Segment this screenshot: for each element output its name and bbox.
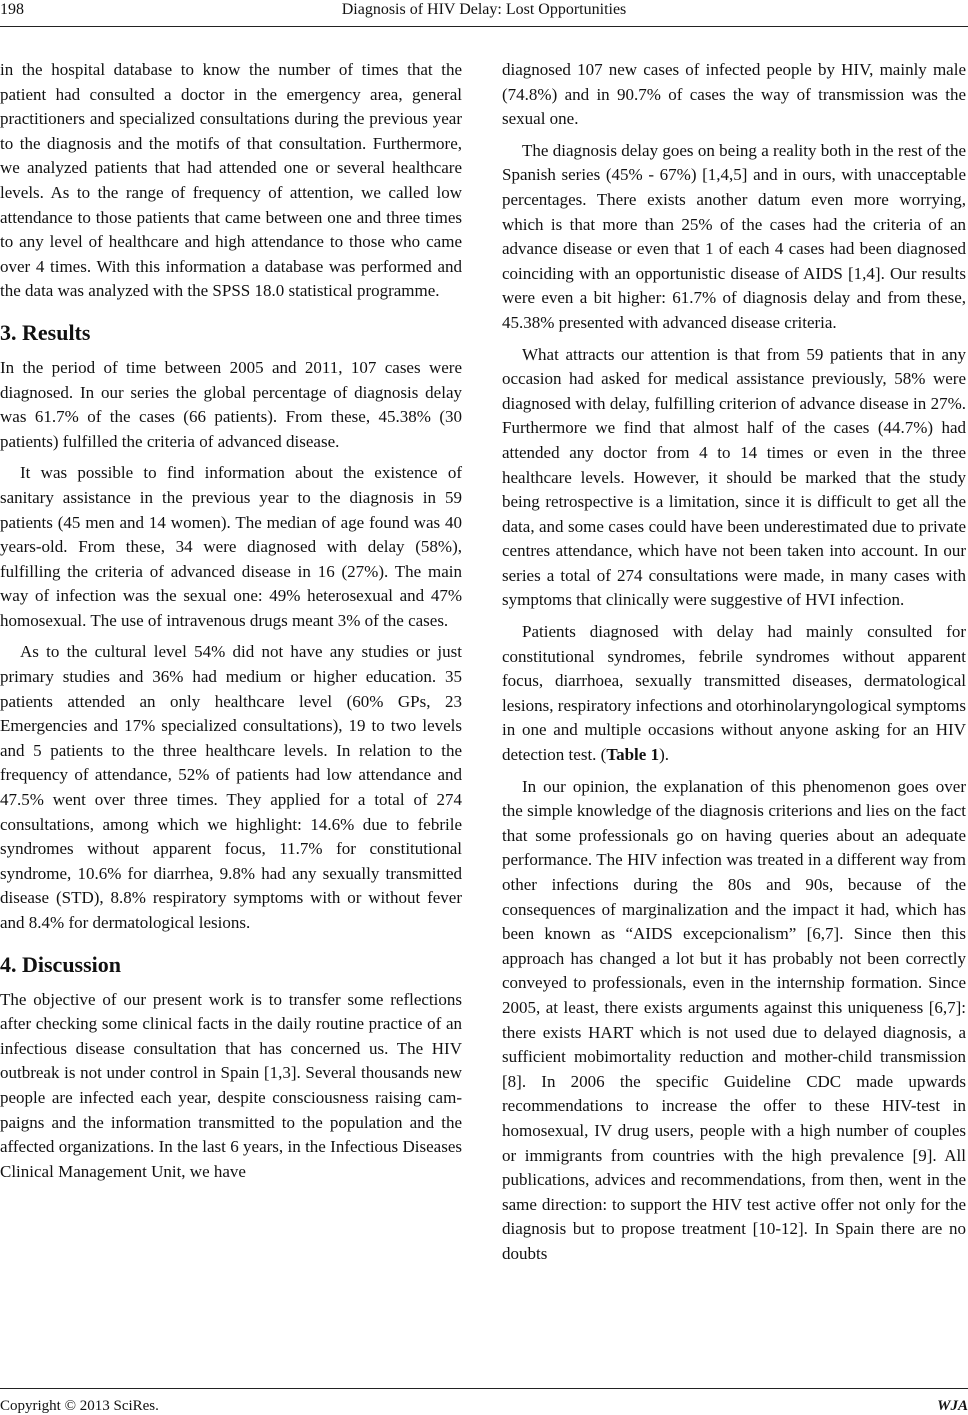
left-column — [0, 58, 462, 1191]
paragraph-text: Patients diagnosed with delay had mainly consulted for constitutional syndromes, febrile syndromes without apparent focus, diarrhoea, sexually transmitted diseases, dermatological lesions, respiratory infections and otorhinolaryngological symptoms in one and multiple occasions without anyone asking for an HIV detection test. ( — [502, 622, 966, 765]
paragraph-discussion-5 — [502, 620, 966, 768]
paragraph-text-end: ). — [659, 745, 670, 765]
section-heading-discussion: 4. Discussion — [0, 951, 122, 977]
paragraph-methods-continued: in the hospital database to know the number of times that the patient had consulted a doctor in the emergency area, general practitioners and specialized consultations during the previous year to the diagnosis and the motifs of that consultation. Furthermore, we analyzed patients that had attended one or several healthcare levels. As to the range of frequency of attention, we called low attendance to those patients that came between one and three times to any level of healthcare and high attendance to those who came over 4 times. With this information a database was performed and the data was analyzed with the SPSS 18.0 statistical programme. — [0, 60, 462, 301]
header-rule — [0, 26, 968, 27]
paragraph-discussion-3: The diagnosis delay goes on being a reality both in the rest of the Spanish series (45% - 67%) [1,4,5] and in ours, with unacceptable percentages. There exists another datum even more worrying, which is that more than 25% of the cases had the criteria of an advance disease or even that 1 of each 4 cases had been diagnosed coinciding with an opportunistic disease of AIDS [1,4]. Our results were even a bit higher: 61.7% of diagnosis delay and from these, 45.38% presented with advanced disease criteria. — [502, 140, 966, 332]
right-column — [502, 58, 966, 1274]
page-header — [0, 0, 968, 30]
paragraph-results-3: As to the cultural level 54% did not have any studies or just primary studies and 36% had medium or higher education. 35 patients attended an only healthcare level (60% GPs, 23 Emergencies and 17% specialized consultations), 19 to two levels and 5 patients to the three healthcare levels. In relation to the frequency of attendance, 52% of patients had low attendance and 47.5% went over three times. They applied for a total of 274 consultations, among which we highlight: 14.6% due to febrile syndromes without apparent focus, 11.7% for constitutional syndrome, 10.6% for diarrhea, 9.8% had any sexually transmitted disease (STD), 8.8% respiratory symptoms with or without fever and 8.4% for dermatological lesions. — [0, 642, 462, 932]
paragraph-discussion-6: In our opinion, the explanation of this phenomenon goes over the simple knowledge of the diagnosis criterions and lies on the fact that some professionals go on having queries about an adequate performance. The HIV infection was treated in a different way from other infections during the 80s and 90s, because of the consequences of marginalization and the impact it had, which has been known as “AIDS excepcionalism” [6,7]. Since then this approach has changed a lot but it has probably not been correctly conveyed to professionals, even in the internship formation. Since 2005, at least, there exists arguments against this uniqueness [6,7]: there exists HART which is not used due to delayed diagnosis, a sufficient mobimortality reduction and mother-child transmission [8]. In 2006 the specific Guideline CDC made upwards recommendations to increase the offer to these HIV-test in homosexual, IV drug users, people with a high number of couples or immigrants from countries with the high prevalence [9]. All publications, advices and recommendations, from then, went in the same direction: to support the HIV test active offer not only for the diagnosis but to propose treatment [10-12]. In Spain there are no doubts — [502, 776, 966, 1263]
paragraph-results-2: It was possible to find information about the existence of sanitary assistance in the previous year to the diagnosis in 59 patients (45 men and 14 women). The median of age found was 40 years-old. From these, 34 were diagnosed with delay (58%), fulfilling the criteria of advanced disease in 16 (27%). The main way of infection was the sexual one: 49% heterosexual and 47% homosexual. The use of intravenous drugs meant 3% of the cases. — [0, 463, 462, 630]
table-reference-link[interactable]: Table 1 — [606, 745, 660, 765]
footer-rule — [0, 1388, 968, 1389]
page-number: 198 — [0, 1, 24, 18]
paragraph-discussion-2: diagnosed 107 new cases of infected people by HIV, mainly male (74.8%) and in 90.7% of cases the way of transmission was the sexual one. — [502, 60, 966, 129]
copyright-notice: Copyright © 2013 SciRes. — [0, 1398, 159, 1414]
journal-abbreviation: WJA — [937, 1398, 968, 1414]
section-heading-results: 3. Results — [0, 319, 91, 345]
paragraph-discussion-4: What attracts our attention is that from 59 patients that in any occasion had asked for medical assistance previously, 58% were diagnosed with delay, fulfilling criterion of advance disease in 27%. Furthermore we find that almost half of the cases (44.7%) had attended any doctor from 4 to 14 times or even in the three healthcare levels. However, it should be marked that the study being retrospective is a limitation, since it is difficult to get all the data, and some cases could have been underestimated due to private centres attendance, which have not been taken into account. In our series a total of 274 consultations were made, in many cases with symptoms that clinically were suggestive of HVI infection. — [502, 344, 966, 610]
paragraph-discussion-1: The objective of our present work is to transfer some reflections after checking some clinical facts in the daily routine practice of an infectious disease consultation that has concerned us. The HIV outbreak is not under control in Spain [1,3]. Several thousands new people are infected each year, despite consciousness raising campaigns and the information transmitted to the population and the affected organizations. In the last 6 years, in the Infectious Diseases Clinical Management Unit, we have — [0, 989, 462, 1181]
paragraph-results-1: In the period of time between 2005 and 2011, 107 cases were diagnosed. In our series the global percentage of diagnosis delay was 61.7% of the cases (66 patients). From these, 45.38% (30 patients) fulfilled the criteria of advanced disease. — [0, 357, 462, 451]
page-footer — [0, 1388, 968, 1412]
running-title: Diagnosis of HIV Delay: Lost Opportunities — [341, 1, 627, 18]
